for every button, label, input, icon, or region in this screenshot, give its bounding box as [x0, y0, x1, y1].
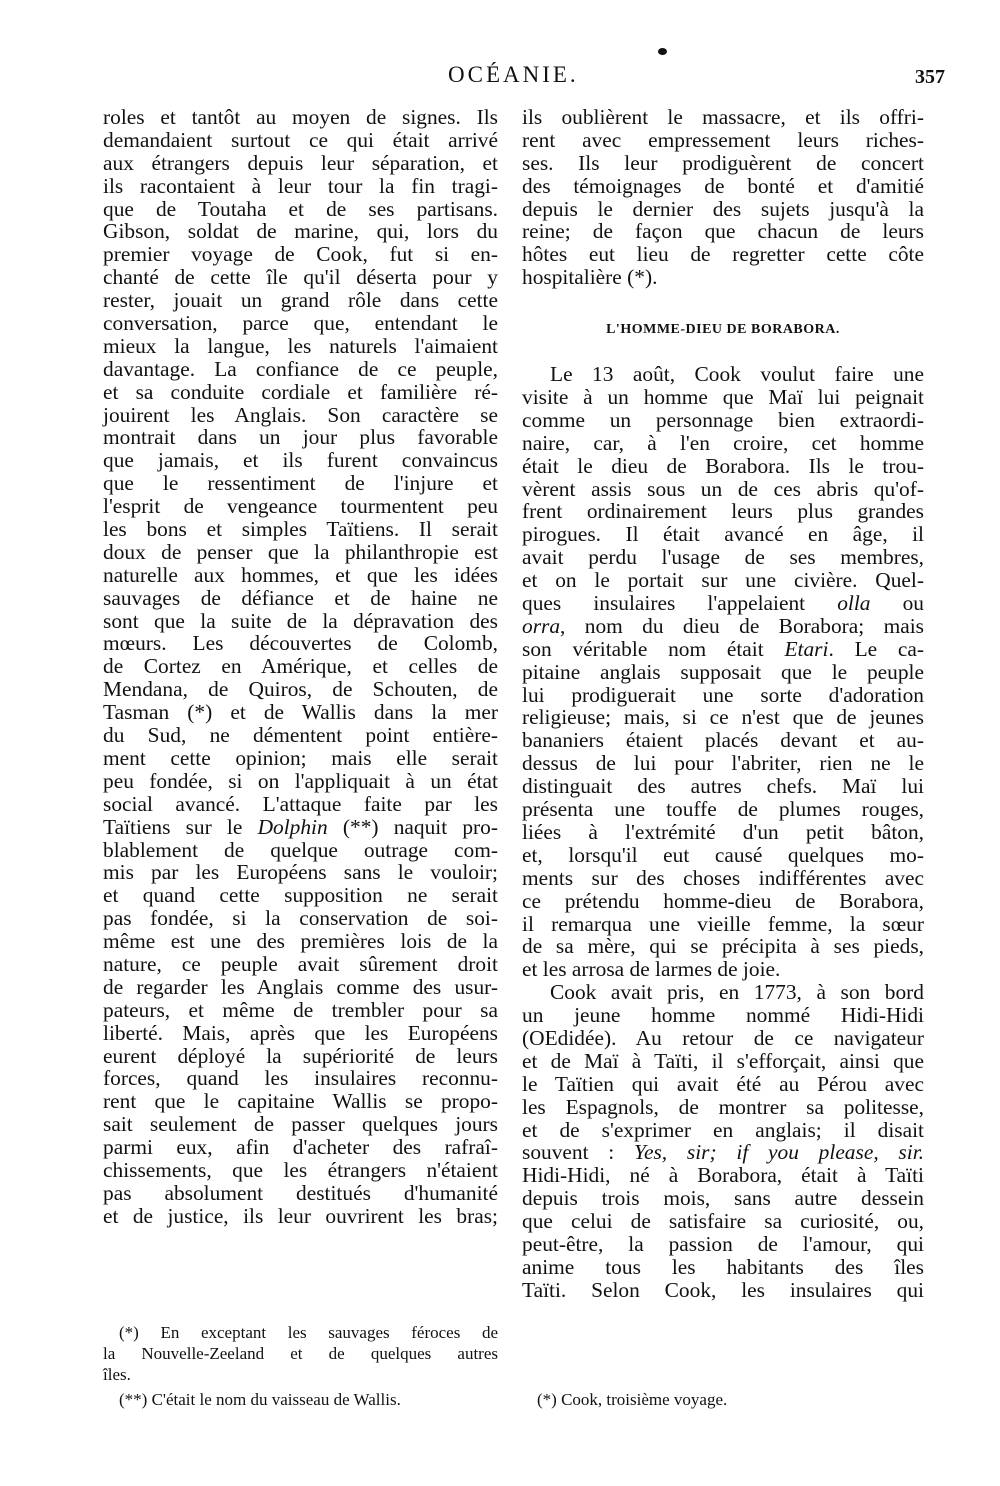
italic-ship-name: Dolphin	[257, 814, 328, 839]
text-line: ments sur des choses indifférentes avec	[522, 865, 924, 890]
text-line: ce prétendu homme-dieu de Borabora,	[522, 888, 924, 913]
text-line: naturelle aux hommes, et que les idées	[103, 562, 498, 587]
text-line: rester, jouait un grand rôle dans cette	[103, 288, 498, 313]
text-line: rent avec empressement leurs riches-	[522, 127, 924, 152]
footnote-1-line-3: îles.	[103, 1365, 131, 1384]
text-line: Le 13 août, Cook voulut faire une	[550, 362, 924, 387]
text-line: et quand cette supposition ne serait	[103, 883, 498, 908]
text-line: reine; de façon que chacun de leurs	[522, 219, 924, 244]
text-line: et, lorsqu'il eut causé quelques mo-	[522, 842, 924, 867]
footnote-2: (**) C'était le nom du vaisseau de Wallis.	[119, 1390, 401, 1409]
text-line: présenta une touffe de plumes rouges,	[522, 797, 924, 822]
text-line: même est une des premières lois de la	[103, 929, 498, 954]
text-line: et sa conduite cordiale et familière ré-	[103, 379, 498, 404]
text-line: Hidi-Hidi, né à Borabora, était à Taïti	[522, 1163, 924, 1188]
italic-term: Yes, sir; if you please, sir.	[634, 1140, 925, 1165]
text-line: hospitalière (*).	[522, 265, 658, 290]
text-line: montrait dans un jour plus favorable	[103, 425, 498, 450]
text-line: bananiers étaient placés devant et au-	[522, 728, 924, 753]
text-fragment: . Le ca-	[828, 636, 925, 661]
text-line: Tasman (*) et de Wallis dans la mer	[103, 700, 498, 725]
text-line: que de Toutaha et de ses partisans.	[103, 196, 498, 221]
text-line: et on le portait sur une civière. Quel-	[522, 568, 924, 593]
text-line: du Sud, ne démentent point entière-	[103, 723, 498, 748]
text-line: ment cette opinion; mais elle serait	[103, 745, 498, 770]
text-fragment: Taïtiens sur le	[103, 814, 258, 839]
text-line	[522, 638, 924, 661]
text-line: (OEdidée). Au retour de ce navigateur	[522, 1025, 924, 1050]
text-line: frent ordinairement leurs plus grandes	[522, 499, 924, 524]
text-line: les bons et simples Taïtiens. Il serait	[103, 517, 498, 542]
text-line: mœurs. Les découvertes de Colomb,	[103, 631, 498, 656]
ink-speck	[658, 48, 667, 55]
text-line: des témoignages de bonté et d'amitié	[522, 173, 924, 198]
italic-term: Etari	[784, 636, 829, 661]
text-line	[103, 816, 498, 839]
text-fragment: ques insulaires l'appelaient	[522, 591, 838, 616]
text-line: aux étrangers depuis leur séparation, et	[103, 150, 498, 175]
text-line: roles et tantôt au moyen de signes. Ils	[103, 105, 498, 129]
text-line: pas fondée, si la conservation de soi-	[103, 906, 498, 931]
text-line: chanté de cette île qu'il déserta pour y	[103, 265, 498, 290]
text-line: l'esprit de vengeance tourmentent peu	[103, 494, 498, 519]
text-line: conversation, parce que, entendant le	[103, 311, 498, 336]
text-line: depuis trois mois, sans autre dessein	[522, 1186, 924, 1211]
text-line: peu fondée, si on l'appliquait à un état	[103, 768, 498, 793]
text-line: depuis le dernier des sujets jusqu'à la	[522, 196, 924, 221]
text-fragment: son véritable nom était	[522, 636, 785, 661]
text-line: vèrent assis sous un de ces abris qu'of-	[522, 476, 924, 501]
text-line	[522, 592, 924, 615]
text-line: ses. Ils leur prodiguèrent de concert	[522, 150, 924, 175]
text-line: et les arrosa de larmes de joie.	[522, 957, 781, 982]
page-header	[0, 60, 1000, 100]
text-line: sauvages de défiance et de haine ne	[103, 585, 498, 610]
text-line: que jamais, et ils furent convaincus	[103, 448, 498, 473]
text-line: demandaient surtout ce qui était arrivé	[103, 127, 498, 152]
text-line: davantage. La confiance de ce peuple,	[103, 356, 498, 381]
running-title: OCÉANIE.	[448, 62, 579, 87]
page-number: 357	[915, 66, 945, 88]
text-line: que celui de satisfaire sa curiosité, ou,	[522, 1209, 924, 1234]
text-line: dessus de lui pour l'abriter, rien ne le	[522, 751, 924, 776]
section-heading: L'HOMME-DIEU DE BORABORA.	[606, 322, 840, 338]
text-line: lui prodiguerait une sorte d'adoration	[522, 682, 924, 707]
text-line: mieux la langue, les naturels l'aimaient	[103, 333, 498, 358]
text-line: il remarqua une vieille femme, la sœur	[522, 911, 924, 936]
text-line: chissements, que les étrangers n'étaient	[103, 1157, 498, 1182]
text-line: mis par les Européens sans le vouloir;	[103, 860, 498, 885]
left-column	[103, 106, 498, 1228]
text-line: les Espagnols, de montrer sa politesse,	[522, 1094, 924, 1119]
right-footnote: (*) Cook, troisième voyage.	[537, 1390, 728, 1409]
text-line: forces, quand les insulaires reconnu-	[103, 1066, 498, 1091]
text-line: avait perdu l'usage de ses membres,	[522, 545, 924, 570]
text-line: et de s'exprimer en anglais; il disait	[522, 1117, 924, 1142]
footnote-1-line-1: (*) En exceptant les sauvages féroces de	[119, 1323, 498, 1342]
text-line: jouirent les Anglais. Son caractère se	[103, 402, 498, 427]
text-line: parmi eux, afin d'acheter des rafraî-	[103, 1135, 498, 1160]
right-column	[522, 106, 924, 1302]
italic-term: orra	[522, 613, 561, 638]
text-line: liées à l'extrémité d'un petit bâton,	[522, 819, 924, 844]
text-line: et de justice, ils leur ouvrirent les bras;	[103, 1203, 498, 1228]
text-line: doux de penser que la philanthropie est	[103, 539, 498, 564]
text-line: visite à un homme que Maï lui peignait	[522, 385, 924, 410]
text-line: liberté. Mais, après que les Européens	[103, 1020, 498, 1045]
text-fragment: souvent :	[522, 1140, 635, 1165]
text-line: premier voyage de Cook, fut si en-	[103, 242, 498, 267]
text-line: pas absolument destitués d'humanité	[103, 1180, 498, 1205]
text-line: comme un personnage bien extraordi-	[522, 407, 924, 432]
text-line: Taïti. Selon Cook, les insulaires qui	[522, 1277, 924, 1302]
text-line: Mendana, de Quiros, de Schouten, de	[103, 677, 498, 702]
text-line: de Cortez en Amérique, et celles de	[103, 654, 498, 679]
text-line: ils racontaient à leur tour la fin tragi-	[103, 173, 498, 198]
text-line: pirogues. Il était avancé en âge, il	[522, 522, 924, 547]
text-line: religieuse; mais, si ce n'est que de jeunes	[522, 705, 924, 730]
italic-term: olla	[837, 591, 871, 616]
left-footnotes	[103, 1322, 498, 1410]
text-line: nature, ce peuple avait sûrement droit	[103, 951, 498, 976]
text-line: de sa mère, qui se précipita à ses pieds,	[522, 934, 924, 959]
text-line: naire, car, à l'en croire, cet homme	[522, 430, 924, 455]
text-line: anime tous les habitants des îles	[522, 1254, 924, 1279]
text-line: eurent déployé la supériorité de leurs	[103, 1043, 498, 1068]
text-line	[522, 615, 924, 638]
text-fragment: ou	[870, 591, 924, 616]
text-line: Cook avait pris, en 1773, à son bord	[550, 980, 924, 1005]
text-line: hôtes eut lieu de regretter cette côte	[522, 242, 924, 267]
text-line: Gibson, soldat de marine, qui, lors du	[103, 219, 498, 244]
text-line: que le ressentiment de l'injure et	[103, 471, 498, 496]
text-line: ils oublièrent le massacre, et ils offri-	[522, 105, 924, 129]
text-line: rent que le capitaine Wallis se propo-	[103, 1089, 498, 1114]
text-line: un jeune homme nommé Hidi-Hidi	[522, 1003, 924, 1028]
text-line: blablement de quelque outrage com-	[103, 837, 498, 862]
text-line: pitaine anglais supposait que le peuple	[522, 659, 924, 684]
footnote-1-line-2: la Nouvelle-Zeeland et de quelques autres	[103, 1344, 498, 1363]
text-fragment: , nom du dieu de Borabora; mais	[560, 613, 924, 638]
text-line: pateurs, et même de trembler pour sa	[103, 997, 498, 1022]
text-line: et de Maï à Taïti, il s'efforçait, ainsi que	[522, 1048, 924, 1073]
text-line	[522, 1141, 924, 1164]
text-line: peut-être, la passion de l'amour, qui	[522, 1231, 924, 1256]
text-fragment: (**) naquit pro-	[327, 814, 498, 839]
text-line: sont que la suite de la dépravation des	[103, 608, 498, 633]
text-line: sait seulement de passer quelques jours	[103, 1112, 498, 1137]
text-line: le Taïtien qui avait été au Pérou avec	[522, 1071, 924, 1096]
text-line: de regarder les Anglais comme des usur-	[103, 974, 498, 999]
text-line: était le dieu de Borabora. Ils le trou-	[522, 453, 924, 478]
text-line: social avancé. L'attaque faite par les	[103, 791, 498, 816]
text-line: distinguait des autres chefs. Maï lui	[522, 774, 924, 799]
